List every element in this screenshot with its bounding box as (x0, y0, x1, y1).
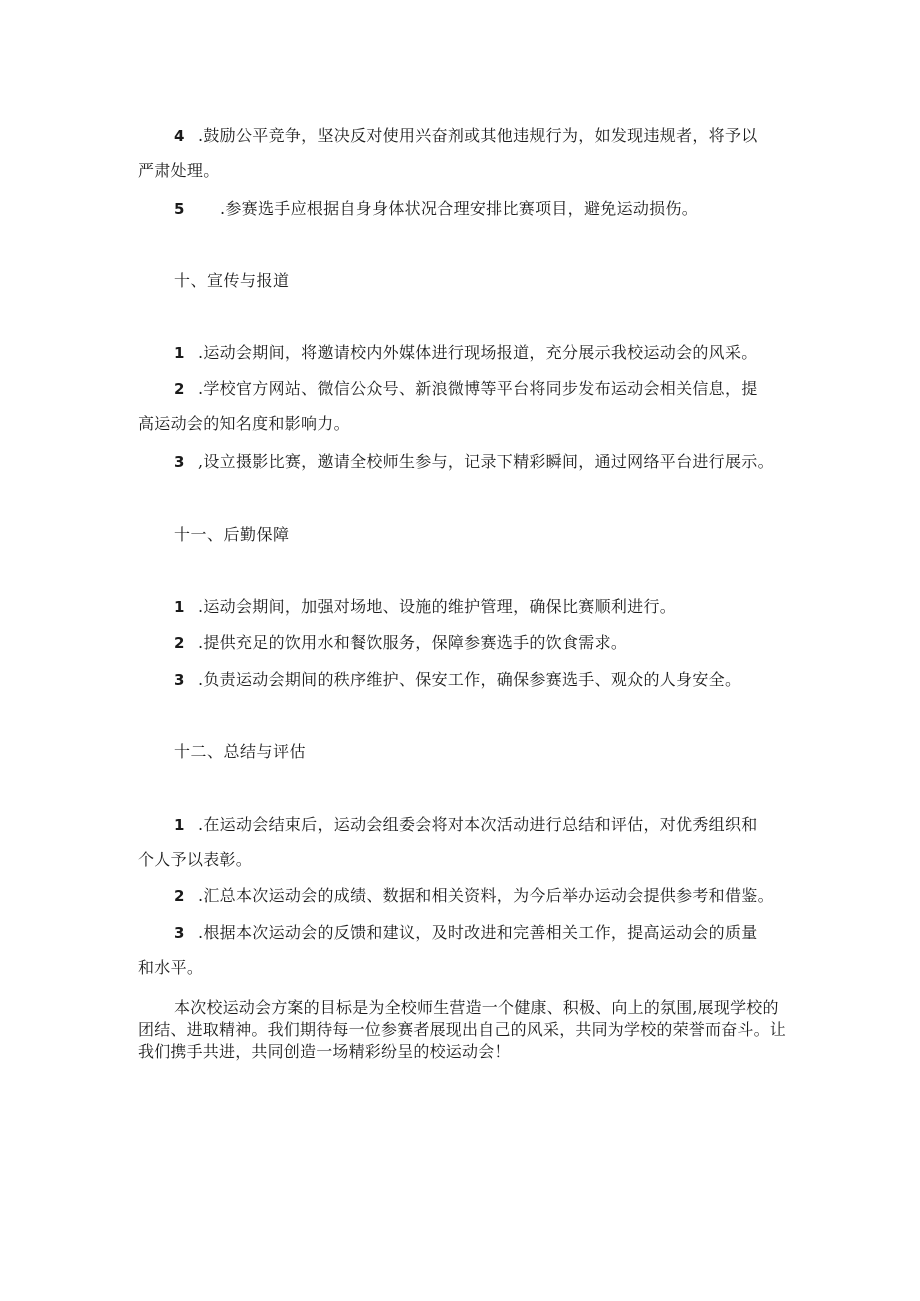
list-item (138, 670, 741, 690)
list-item (138, 126, 758, 146)
list-item (138, 815, 758, 835)
list-item (138, 343, 758, 363)
list-item (138, 452, 774, 472)
item-number: 4 (174, 127, 185, 145)
section-heading: 十二、总结与评估 (174, 742, 307, 761)
list-item (138, 199, 698, 219)
closing-paragraph: 本次校运动会方案的目标是为全校师生营造一个健康、积极、向上的氛围,展现学校的团结、进取精神。我们期待每一位参赛者展现出自己的风采，共同为学校的荣誉而奋斗。让我们携手共进，共同创造一场精彩纷呈的校运动会！ (138, 998, 787, 1061)
item-text: .负责运动会期间的秩序维护、保安工作，确保参赛选手、观众的人身安全。 (198, 670, 742, 689)
item-text: .汇总本次运动会的成绩、数据和相关资料，为今后举办运动会提供参考和借鉴。 (198, 886, 774, 905)
item-number: 2 (174, 380, 185, 398)
item-number: 1 (174, 344, 185, 362)
item-number: 2 (174, 887, 185, 905)
item-text: .参赛选手应根据自身身体状况合理安排比赛项目，避免运动损伤。 (220, 199, 699, 218)
list-item-continuation: 和水平。 (138, 958, 204, 977)
item-text: .根据本次运动会的反馈和建议，及时改进和完善相关工作，提高运动会的质量 (198, 923, 758, 942)
item-text: ,设立摄影比赛，邀请全校师生参与，记录下精彩瞬间，通过网络平台进行展示。 (198, 452, 774, 471)
item-number: 3 (174, 671, 185, 689)
list-item (138, 886, 774, 906)
item-text: .运动会期间，将邀请校内外媒体进行现场报道，充分展示我校运动会的风采。 (198, 343, 758, 362)
list-item-continuation: 严肃处理。 (138, 161, 220, 180)
item-text: .在运动会结束后，运动会组委会将对本次活动进行总结和评估，对优秀组织和 (198, 815, 758, 834)
item-number: 5 (174, 200, 185, 218)
section-heading: 十、宣传与报道 (174, 271, 290, 290)
item-number: 2 (174, 634, 185, 652)
list-item (138, 379, 758, 399)
item-text: .运动会期间，加强对场地、设施的维护管理，确保比赛顺利进行。 (198, 597, 677, 616)
item-text: .提供充足的饮用水和餐饮服务，保障参赛选手的饮食需求。 (198, 633, 628, 652)
item-text: .鼓励公平竞争，坚决反对使用兴奋剂或其他违规行为，如发现违规者，将予以 (198, 126, 758, 145)
list-item (138, 633, 627, 653)
item-number: 1 (174, 816, 185, 834)
list-item (138, 597, 676, 617)
item-number: 3 (174, 924, 185, 942)
item-number: 3 (174, 453, 185, 471)
list-item-continuation: 高运动会的知名度和影响力。 (138, 414, 350, 433)
section-heading: 十一、后勤保障 (174, 525, 290, 544)
item-text: .学校官方网站、微信公众号、新浪微博等平台将同步发布运动会相关信息，提 (198, 379, 758, 398)
item-number: 1 (174, 598, 185, 616)
list-item (138, 923, 758, 943)
list-item-continuation: 个人予以表彰。 (138, 850, 253, 869)
